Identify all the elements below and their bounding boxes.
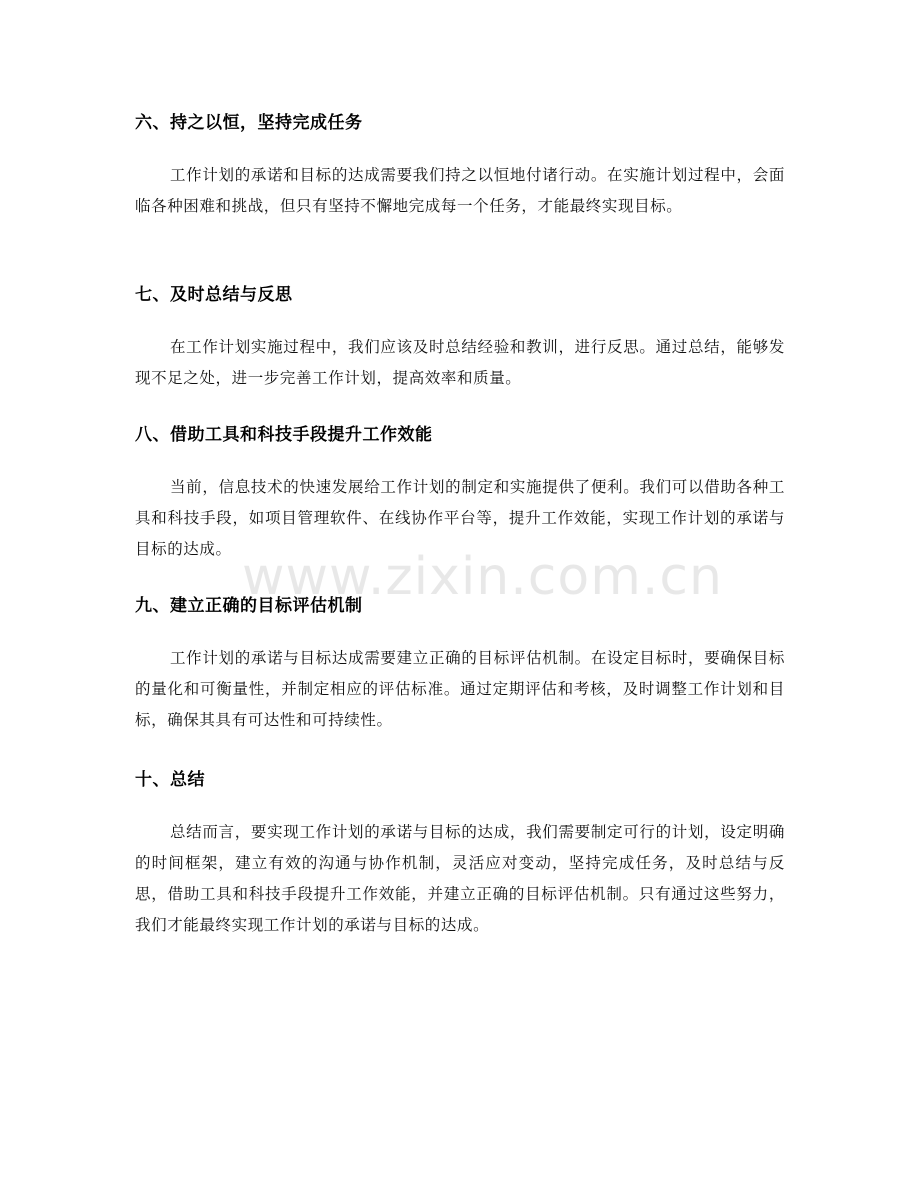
watermark-text: www.zixin.com.cn bbox=[242, 547, 723, 607]
section-heading: 八、借助工具和科技手段提升工作效能 bbox=[135, 425, 433, 445]
section-heading: 六、持之以恒，坚持完成任务 bbox=[135, 113, 363, 133]
section-heading: 九、建立正确的目标评估机制 bbox=[135, 596, 363, 616]
section-paragraph: 工作计划的承诺和目标的达成需要我们持之以恒地付诸行动。在实施计划过程中，会面临各种困难和挑战，但只有坚持不懈地完成每一个任务，才能最终实现目标。 bbox=[135, 166, 785, 215]
section-paragraph: 总结而言，要实现工作计划的承诺与目标的达成，我们需要制定可行的计划，设定明确的时间框架，建立有效的沟通与协作机制，灵活应对变动，坚持完成任务，及时总结与反思，借助工具和科技手段提升工作效能，并建立正确的目标评估机制。只有通过这些努力，我们才能最终实现工作计划的承诺与目标的达成。 bbox=[135, 823, 785, 934]
section-paragraph: 工作计划的承诺与目标达成需要建立正确的目标评估机制。在设定目标时，要确保目标的量化和可衡量性，并制定相应的评估标准。通过定期评估和考核，及时调整工作计划和目标，确保其具有可达性和可持续性。 bbox=[135, 649, 785, 729]
section-8 bbox=[135, 423, 785, 565]
section-9 bbox=[135, 594, 785, 736]
section-heading: 十、总结 bbox=[135, 770, 205, 790]
section-paragraph: 当前，信息技术的快速发展给工作计划的制定和实施提供了便利。我们可以借助各种工具和科技手段，如项目管理软件、在线协作平台等，提升工作效能，实现工作计划的承诺与目标的达成。 bbox=[135, 478, 785, 558]
section-7 bbox=[135, 283, 785, 394]
section-paragraph: 在工作计划实施过程中，我们应该及时总结经验和教训，进行反思。通过总结，能够发现不足之处，进一步完善工作计划，提高效率和质量。 bbox=[135, 338, 785, 387]
section-10 bbox=[135, 768, 785, 941]
section-6 bbox=[135, 111, 785, 222]
section-heading: 七、及时总结与反思 bbox=[135, 285, 293, 305]
